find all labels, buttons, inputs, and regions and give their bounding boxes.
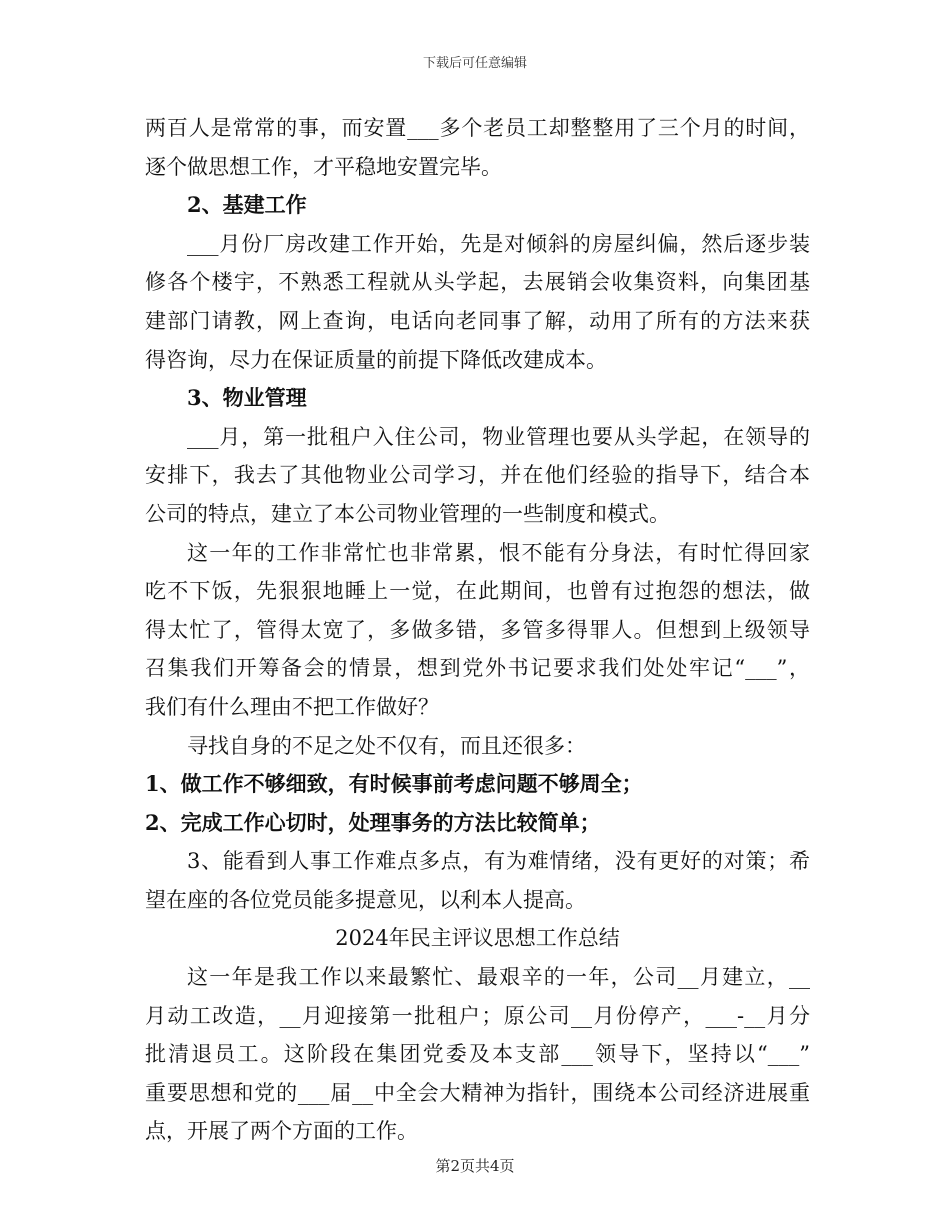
body-line: 望在座的各位党员能多提意见，以利本人提高。 <box>145 887 586 912</box>
body-line: 两百人是常常的事，而安置___多个老员工却整整用了三个月的时间， <box>145 116 810 140</box>
document-body <box>145 109 810 1151</box>
body-line: 这一年是我工作以来最繁忙、最艰辛的一年，公司__月建立，__ <box>187 965 810 990</box>
body-line: 得太忙了，管得太宽了，多做多错，多管多得罪人。但想到上级领导 <box>145 617 810 642</box>
list-item-bold: 2、完成工作心切时，处理事务的方法比较简单； <box>145 809 601 835</box>
page-header: 下载后可任意编辑 <box>422 56 527 71</box>
body-line: ___月份厂房改建工作开始，先是对倾斜的房屋纠偏，然后逐步装 <box>187 231 810 256</box>
body-line: 召集我们开筹备会的情景，想到党外书记要求我们处处牢记“___”， <box>145 656 810 681</box>
body-line: 这一年的工作非常忙也非常累，恨不能有分身法，有时忙得回家 <box>187 540 810 565</box>
body-line: 修各个楼宇，不熟悉工程就从头学起，去展销会收集资料，向集团基 <box>145 270 810 295</box>
body-line: 寻找自身的不足之处不仅有，而且还很多： <box>187 733 586 758</box>
list-item: 3、能看到人事工作难点多点，有为难情绪，没有更好的对策；希 <box>187 849 810 874</box>
body-line: 公司的特点，建立了本公司物业管理的一些制度和模式。 <box>145 501 670 526</box>
body-line: 吃不下饭，先狠狠地睡上一觉，在此期间，也曾有过抱怨的想法，做 <box>145 579 810 604</box>
body-line: 月动工改造，__月迎接第一批租户；原公司__月份停产，___-__月分 <box>145 1003 810 1028</box>
body-line: 得咨询，尽力在保证质量的前提下降低改建成本。 <box>145 347 607 372</box>
body-line: 重要思想和党的___届__中全会大精神为指针，围绕本公司经济进展重 <box>145 1080 810 1105</box>
body-line: ___月，第一批租户入住公司，物业管理也要从头学起，在领导的 <box>187 424 810 449</box>
document-title: 2024年民主评议思想工作总结 <box>335 926 620 951</box>
body-line: 批清退员工。这阶段在集团党委及本支部___领导下，坚持以“___” <box>145 1042 810 1067</box>
page-footer: 第2页共4页 <box>435 1157 515 1175</box>
section-heading: 2、基建工作 <box>187 192 307 218</box>
body-line: 我们有什么理由不把工作做好？ <box>145 694 439 719</box>
body-line: 逐个做思想工作，才平稳地安置完毕。 <box>145 154 502 179</box>
list-item-bold: 1、做工作不够细致，有时候事前考虑问题不够周全； <box>145 771 643 797</box>
body-line: 建部门请教，网上查询，电话向老同事了解，动用了所有的方法来获 <box>145 308 810 333</box>
body-line: 点，开展了两个方面的工作。 <box>145 1119 418 1144</box>
body-line: 安排下，我去了其他物业公司学习，并在他们经验的指导下，结合本 <box>145 463 810 488</box>
section-heading: 3、物业管理 <box>187 385 307 411</box>
